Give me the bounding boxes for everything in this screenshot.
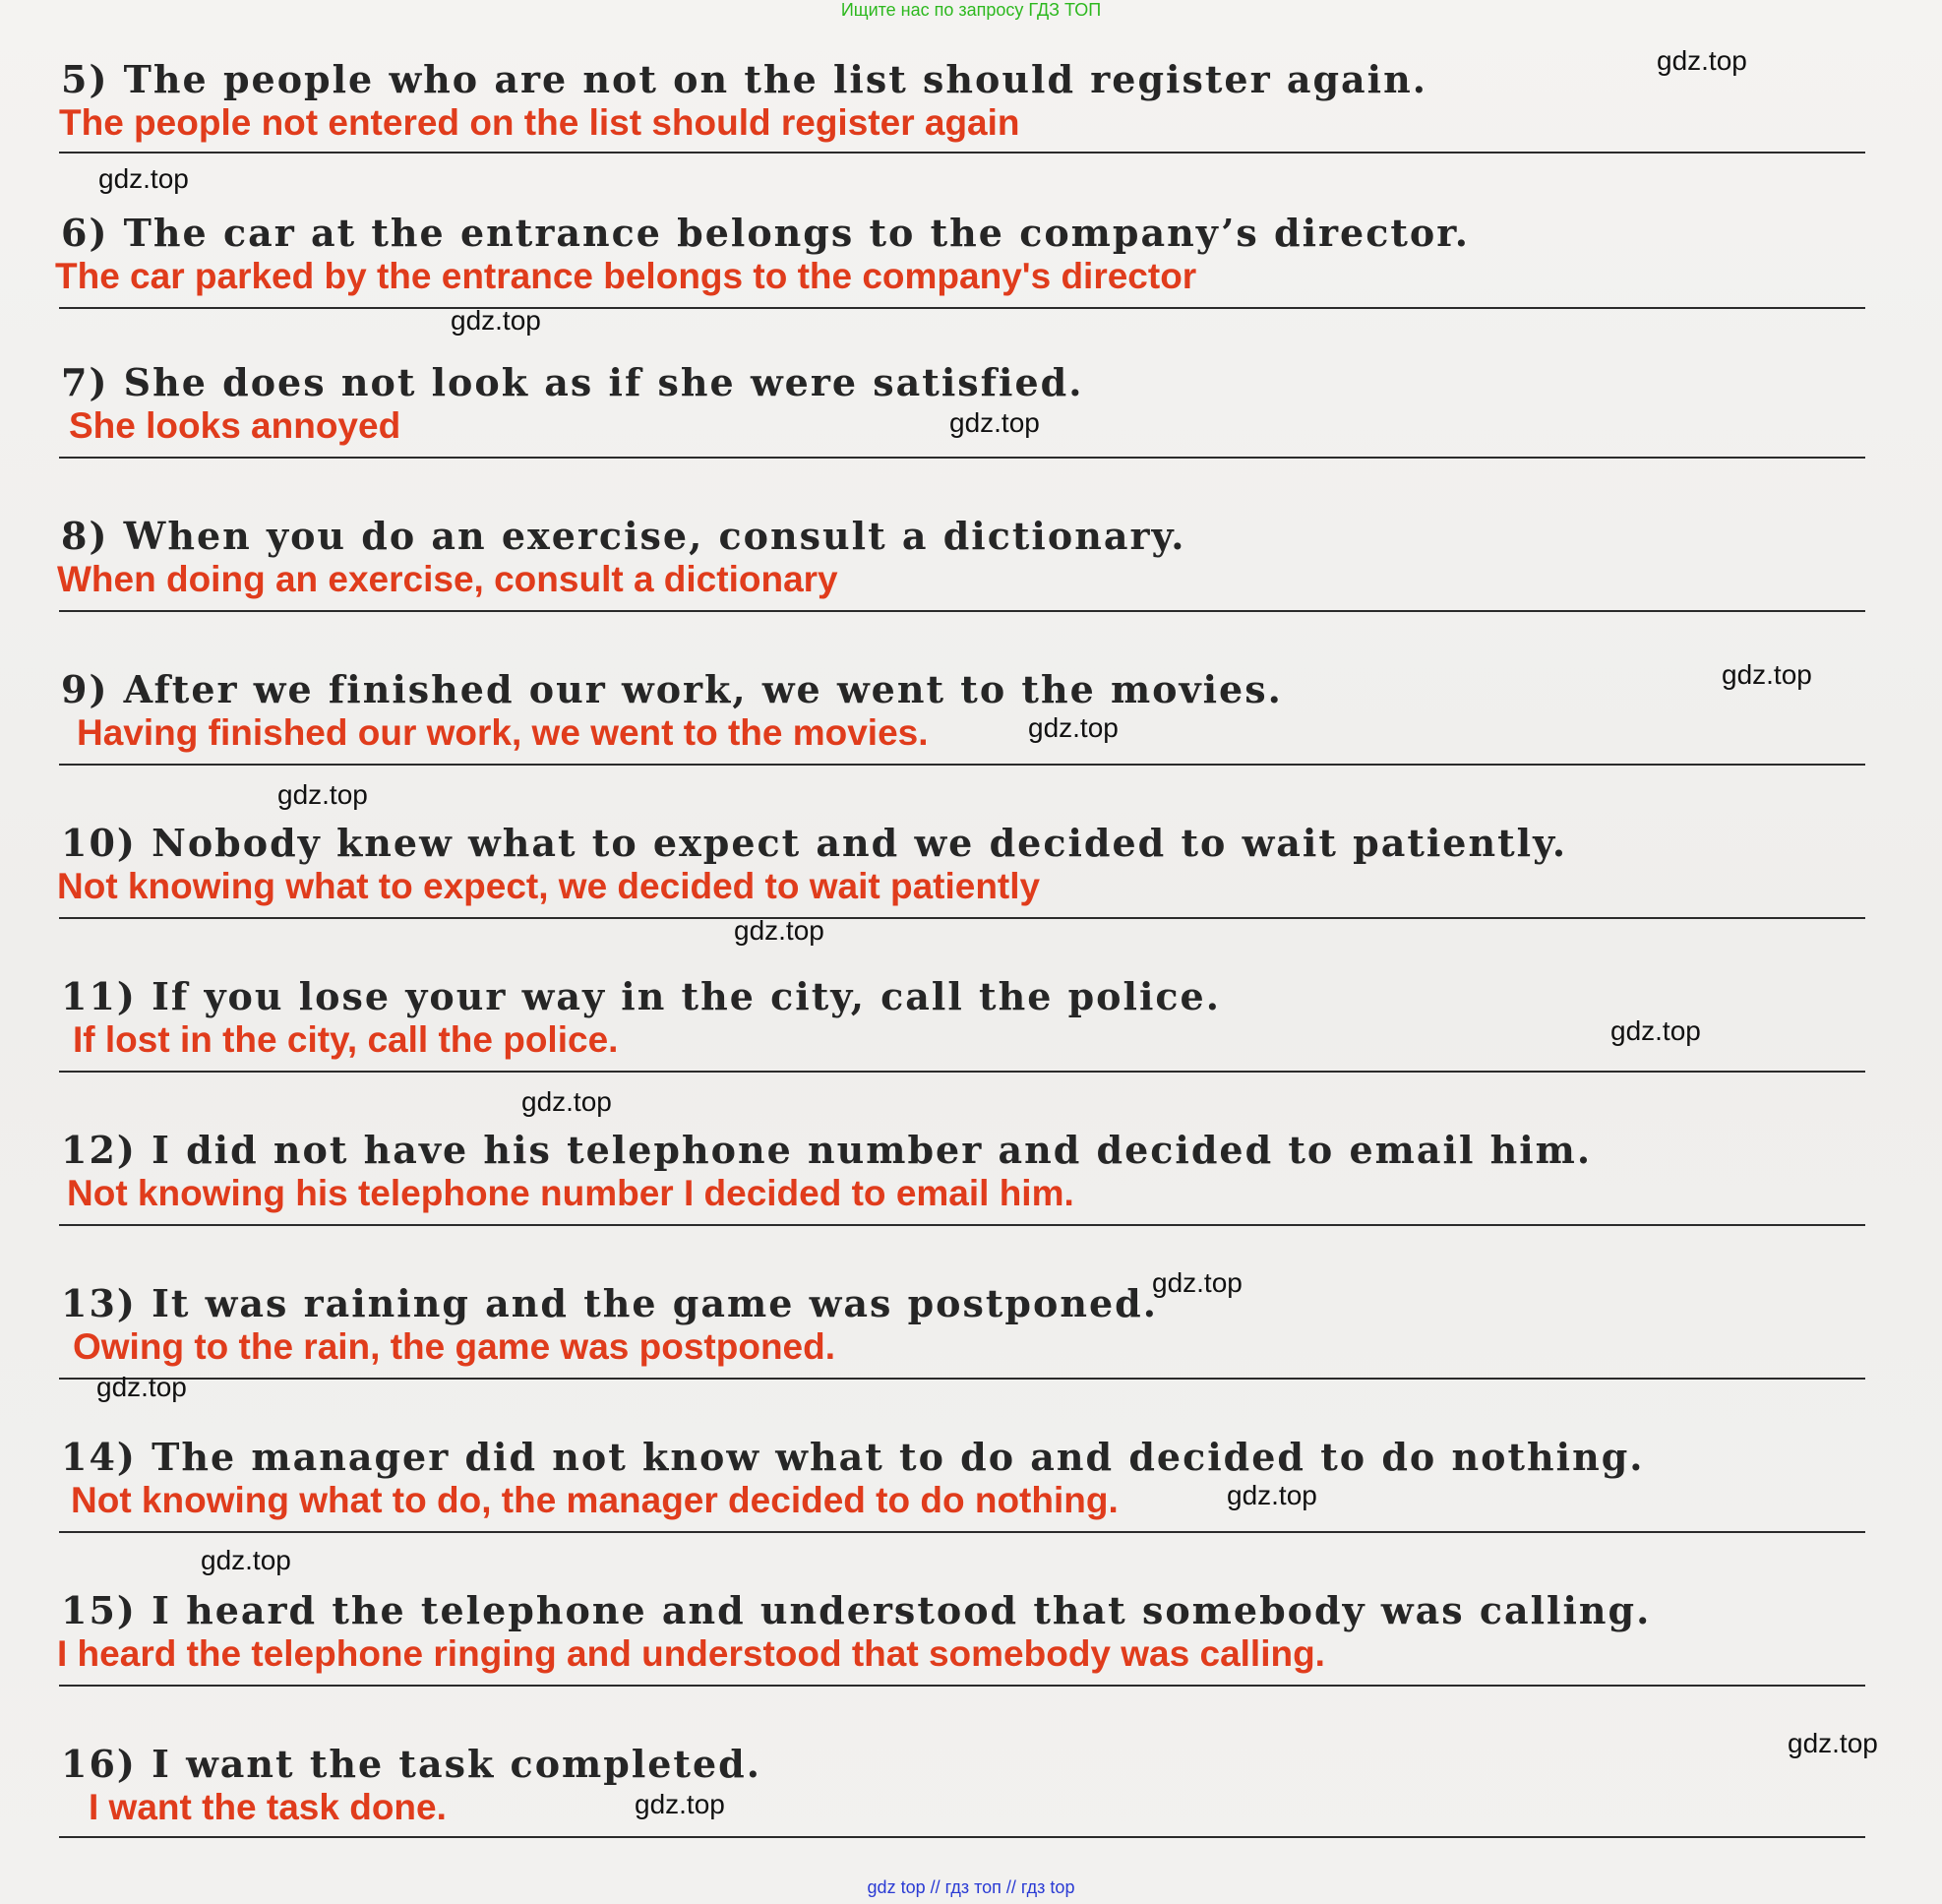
answer-line <box>59 917 1865 919</box>
watermark: gdz.top <box>734 915 824 946</box>
answer-line <box>59 457 1865 459</box>
answer-text: The people not entered on the list should register again <box>59 102 1020 143</box>
exercise-item-14 <box>0 1435 1942 1582</box>
answer-text: The car parked by the entrance belongs to the company's director <box>55 256 1197 296</box>
exercise-item-12 <box>0 1128 1942 1275</box>
question-text: 12) I did not have his telephone number and decided to email him. <box>61 1128 1593 1172</box>
answer-line <box>59 1685 1865 1687</box>
exercise-item-15 <box>0 1588 1942 1736</box>
answer-text: Having finished our work, we went to the movies. <box>77 712 929 753</box>
answer-line <box>59 1071 1865 1073</box>
watermark: gdz.top <box>96 1372 187 1402</box>
question-text: 8) When you do an exercise, consult a dictionary. <box>61 514 1186 558</box>
exercise-item-10 <box>0 821 1942 968</box>
watermark: gdz.top <box>1657 45 1747 76</box>
question-text: 9) After we finished our work, we went to the movies. <box>61 667 1283 711</box>
watermark: gdz.top <box>1152 1267 1243 1298</box>
answer-text: She looks annoyed <box>69 405 401 446</box>
answer-text: Not knowing what to expect, we decided to wait patiently <box>57 866 1041 906</box>
question-text: 11) If you lose your way in the city, call the police. <box>61 974 1221 1018</box>
answer-text: Owing to the rain, the game was postponed. <box>73 1326 836 1367</box>
exercise-item-13 <box>0 1281 1942 1429</box>
watermark: gdz.top <box>98 163 189 194</box>
exercise-item-8 <box>0 514 1942 661</box>
question-text: 14) The manager did not know what to do and decided to do nothing. <box>61 1435 1645 1479</box>
watermark: gdz.top <box>1722 659 1812 690</box>
question-text: 7) She does not look as if she were satisfied. <box>61 360 1084 404</box>
answer-line <box>59 764 1865 766</box>
answer-text: When doing an exercise, consult a dictionary <box>57 559 838 599</box>
watermark: gdz.top <box>1227 1480 1317 1510</box>
answer-text: Not knowing what to do, the manager decided to do nothing. <box>71 1480 1119 1520</box>
watermark: gdz.top <box>1028 712 1119 743</box>
answer-text: I want the task done. <box>89 1787 447 1827</box>
answer-line <box>59 152 1865 154</box>
answer-line <box>59 1224 1865 1226</box>
watermark: gdz.top <box>635 1789 725 1819</box>
question-text: 10) Nobody knew what to expect and we decided to wait patiently. <box>61 821 1568 865</box>
header-banner: Ищите нас по запросу ГДЗ ТОП <box>840 0 1102 20</box>
watermark: gdz.top <box>1610 1015 1701 1046</box>
answer-text: Not knowing his telephone number I decided to email him. <box>67 1173 1074 1213</box>
exercise-item-6 <box>0 211 1942 358</box>
answer-line <box>59 307 1865 309</box>
question-text: 5) The people who are not on the list should register again. <box>61 57 1427 101</box>
question-text: 6) The car at the entrance belongs to the company’s director. <box>61 211 1471 255</box>
watermark: gdz.top <box>1788 1728 1878 1758</box>
watermark: gdz.top <box>201 1545 291 1575</box>
watermark: gdz.top <box>521 1086 612 1117</box>
watermark: gdz.top <box>277 779 368 810</box>
watermark: gdz.top <box>451 305 541 336</box>
watermark: gdz.top <box>949 407 1040 438</box>
answer-line <box>59 610 1865 612</box>
footer-banner: gdz top // гдз топ // гдз top <box>867 1877 1075 1897</box>
answer-line <box>59 1836 1865 1838</box>
answer-line <box>59 1378 1865 1380</box>
question-text: 13) It was raining and the game was postponed. <box>61 1281 1158 1325</box>
answer-text: If lost in the city, call the police. <box>73 1019 619 1060</box>
exercise-item-11 <box>0 974 1942 1122</box>
exercise-item-5 <box>0 57 1942 205</box>
answer-text: I heard the telephone ringing and understood that somebody was calling. <box>57 1633 1325 1674</box>
question-text: 16) I want the task completed. <box>61 1742 761 1786</box>
answer-line <box>59 1531 1865 1533</box>
exercise-item-16 <box>0 1742 1942 1889</box>
question-text: 15) I heard the telephone and understood that somebody was calling. <box>61 1588 1652 1632</box>
